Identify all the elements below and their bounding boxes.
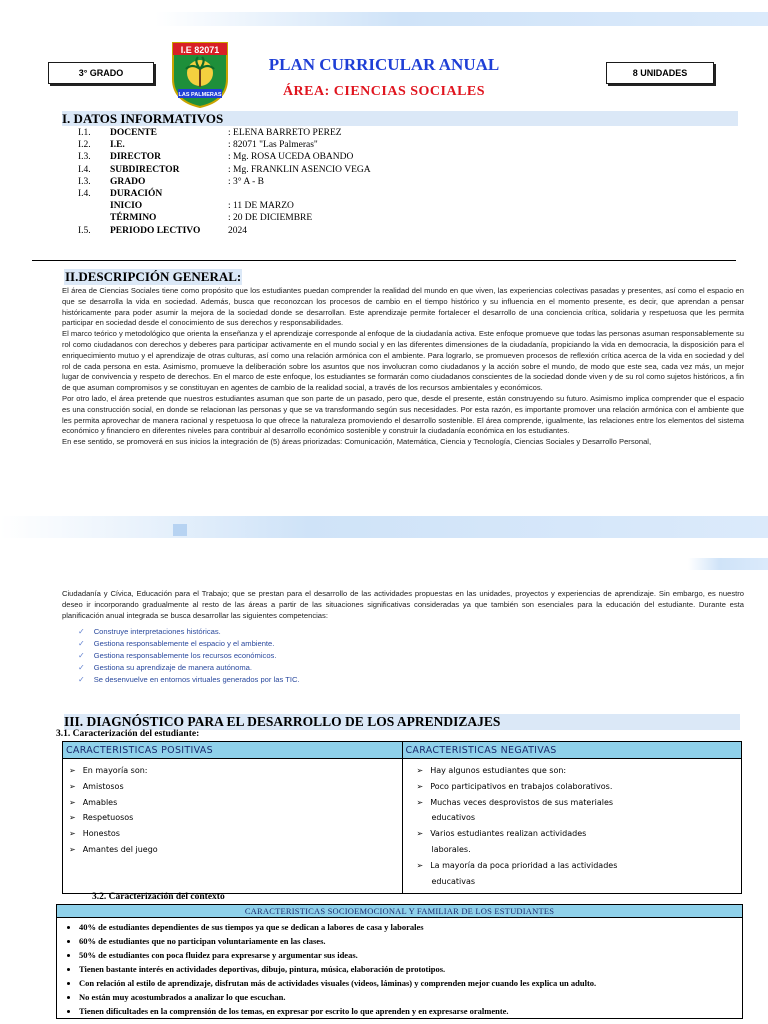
info-value: : ELENA BARRETO PEREZ [228, 128, 342, 138]
logo-top-text: I.E 82071 [180, 45, 220, 55]
contexto-cell [57, 918, 743, 1019]
info-row [78, 151, 353, 163]
subsection-contexto: 3.2. Caracterización del contexto [92, 892, 225, 902]
info-value: : 11 DE MARZO [228, 201, 294, 212]
info-label: I.E. [110, 140, 125, 151]
list-item: ➢ Amantes del juego [69, 842, 396, 858]
list-item: • Con relación al estilo de aprendizaje, disfrutan más de actividades visuales (videos, láminas) y comprenden mejor cuando les explica un adulto. [79, 976, 738, 990]
list-item: ➢ Amables [69, 795, 396, 811]
info-number: I.5. [78, 225, 91, 236]
list-item: • 50% de estudiantes con poca fluidez para expresarse y argumentar sus ideas. [79, 948, 738, 962]
competencia-item: ✓ Se desenvuelve en entornos virtuales generados por las TIC. [78, 674, 300, 686]
contexto-header: CARACTERISTICAS SOCIOEMOCIONAL Y FAMILIAR DE LOS ESTUDIANTES [57, 905, 743, 918]
info-row [78, 139, 318, 151]
info-value: : Mg. ROSA UCEDA OBANDO [228, 152, 354, 163]
negativas-cell [402, 759, 742, 894]
info-number: I.2. [78, 140, 91, 151]
info-label: INICIO [110, 201, 143, 212]
info-row [78, 176, 264, 188]
list-item: ➢ Amistosos [69, 779, 396, 795]
competencias-list [78, 626, 300, 686]
logo-bottom-text: LAS PALMERAS [178, 92, 222, 98]
competencia-item: ✓ Gestiona responsablemente los recursos económicos. [78, 650, 300, 662]
competencia-item: ✓ Gestiona su aprendizaje de manera autónoma. [78, 662, 300, 674]
col-positivas: CARACTERISTICAS POSITIVAS [63, 742, 403, 759]
section-heading-datos: I. DATOS INFORMATIVOS [62, 111, 738, 126]
competencia-item: ✓ Gestiona responsablemente el espacio y el ambiente. [78, 638, 300, 650]
page-break-marker [173, 524, 187, 536]
info-label: PERIODO LECTIVO [110, 225, 201, 236]
continuation-text: Ciudadanía y Cívica, Educación para el Trabajo; que se prestan para el desarrollo de las actividades propuestas en las unidades, proyectos y experiencias de aprendizaje. Sin embargo, es nuestro deseo ir incorporando gradualmente al resto de las áreas a partir de las situaciones significativas consideradas ya que también son esenciales para la educación del estudiante. Durante esta planificación anual integrada se busca desarrollar las siguientes competencias: [62, 589, 744, 620]
info-value: : 20 DE DICIEMBRE [228, 213, 313, 224]
area-subtitle: ÁREA: CIENCIAS SOCIALES [282, 84, 486, 99]
info-label: TÉRMINO [110, 213, 157, 224]
decorative-band [0, 516, 768, 538]
list-item: ➢ En mayoría son: [69, 763, 396, 779]
list-item: ➢ Varios estudiantes realizan actividades [417, 826, 736, 842]
info-label: DOCENTE [110, 128, 157, 138]
list-item: • No están muy acostumbrados a analizar lo que escuchan. [79, 990, 738, 1004]
units-box: 8 UNIDADES [606, 62, 714, 84]
decorative-band [688, 558, 768, 570]
caracteristicas-table [62, 741, 742, 894]
info-label: DIRECTOR [110, 152, 162, 163]
info-number: I.4. [78, 189, 91, 199]
info-row [78, 200, 294, 212]
list-item: ➢ La mayoría da poca prioridad a las actividades [417, 858, 736, 874]
list-item: • Tienen dificultades en la comprensión de los temas, en expresar por escrito lo que aprenden y en expresarse oralmente. [79, 1004, 738, 1018]
info-row [78, 188, 228, 200]
info-label: GRADO [110, 176, 146, 187]
list-item: • 40% de estudiantes dependientes de sus tiempos ya que se dedican a labores de casa y laborales [79, 920, 738, 934]
list-item: ➢ Muchas veces desprovistos de sus materiales [417, 795, 736, 811]
list-item: educativos [431, 813, 476, 823]
info-row [78, 225, 247, 237]
info-number: I.3. [78, 176, 91, 187]
decorative-band [155, 12, 768, 26]
info-number: I.3. [78, 152, 91, 163]
section-heading-diagnostico: III. DIAGNÓSTICO PARA EL DESARROLLO DE LOS APRENDIZAJES [64, 714, 740, 730]
section-divider [32, 260, 736, 261]
info-value: : 82071 "Las Palmeras" [228, 140, 318, 151]
list-item: ➢ Hay algunos estudiantes que son: [417, 763, 736, 779]
list-item: educativas [431, 876, 476, 886]
page-title: PLAN CURRICULAR ANUAL [268, 55, 500, 74]
paragraph: En ese sentido, se promoverá en sus inicios la integración de (5) áreas priorizadas: Comunicación, Matemática, Ciencia y Tecnología, Ciencias Sociales y Desarrollo Personal, [62, 437, 652, 447]
info-label: SUBDIRECTOR [110, 164, 180, 175]
descripcion-text [62, 286, 744, 448]
info-number: I.4. [78, 164, 91, 175]
list-item: laborales. [431, 844, 471, 854]
info-label: DURACIÓN [110, 189, 163, 199]
info-row [78, 212, 312, 224]
paragraph: El marco teórico y metodológico que orienta la enseñanza y el aprendizaje corresponde al enfoque de la ciudadanía activa. Este enfoque promueve que todas las personas asuman responsablemente su rol como ciudadanos con derechos y deberes para participar activamente en el mundo social y en las diferentes dimensiones de la ciudadanía, propiciando la vida en democracia, la disposición para el enriquecimiento mutuo y el aprendizaje de otras culturas, así como una relación armónica con el ambiente. Para lograrlo, se promueven procesos de reflexión crítica acerca de la vida en sociedad y del rol de cada persona en esta. Asimismo, promueve la deliberación sobre los asuntos que nos involucran como ciudadanos y la acción sobre el mundo, de modo que este sea, cada vez más, un mejor lugar de convivencia y respeto de derechos. En el marco de este enfoque, los estudiantes se formarán como ciudadanos conscientes de la sociedad donde viven y de su rol como sujetos históricos, a fin de que asuman compromisos y se constituyan en agentes de cambio de la realidad social, a través de los recursos ambientales y económicos. [62, 329, 744, 393]
contexto-table [56, 904, 743, 1019]
grade-box: 3° GRADO [48, 62, 154, 84]
info-value: : Mg. FRANKLIN ASENCIO VEGA [228, 164, 371, 175]
list-item: ➢ Respetuosos [69, 810, 396, 826]
info-value: : 3° A - B [228, 176, 265, 187]
info-row [78, 127, 342, 139]
info-number: I.1. [78, 128, 91, 138]
positivas-cell [63, 759, 403, 894]
list-item: ➢ Poco participativos en trabajos colaborativos. [417, 779, 736, 795]
paragraph: Por otro lado, el área pretende que nuestros estudiantes asuman que son parte de un pasado, pero que, desde el presente, están construyendo su futuro. Asimismo implica comprender que el espacio es una construcción social, en donde se relacionan las personas y que se va transformando según sus necesidades. Por esta razón, es importante promover una relación armónica con el ambiente que les permita aprovechar de manera racional y respetuosa lo que ofrece la naturaleza promoviendo el desarrollo sostenible. El área comprende, igualmente, las relaciones entre los elementos del sistema económico y financiero en diferentes niveles para contribuir al desarrollo económico sostenible y construir la ciudadanía económica en los estudiantes. [62, 393, 744, 436]
info-value: 2024 [228, 225, 247, 236]
col-negativas: CARACTERISTICAS NEGATIVAS [402, 742, 742, 759]
section-heading-descripcion: II.DESCRIPCIÓN GENERAL: [65, 269, 242, 284]
list-item: • 60% de estudiantes que no participan voluntariamente en las clases. [79, 934, 738, 948]
subsection-estudiante: 3.1. Caracterización del estudiante: [56, 729, 200, 739]
paragraph: El área de Ciencias Sociales tiene como propósito que los estudiantes puedan comprender la realidad del mundo en que viven, las experiencias colectivas pasadas y presentes, así como el espacio en que se desarrolla la vida en sociedad. Además, busca que reconozcan los procesos de cambio en el tiempo histórico y su influencia en el momento presente, es decir, que aprendan a pensar históricamente para poder asumir la mejora de la sociedad donde se desarrollan. Este aprendizaje permite fortalecer el desarrollo de una conciencia crítica, solidaria y respetuosa que les permita participar en sociedad desde el conocimiento de sus derechos y responsabilidades. [62, 286, 744, 328]
competencia-item: ✓ Construye interpretaciones históricas. [78, 626, 300, 638]
info-row [78, 164, 371, 176]
list-item: • Tienen bastante interés en actividades deportivas, dibujo, pintura, música, elaboración de prototipos. [79, 962, 738, 976]
list-item: ➢ Honestos [69, 826, 396, 842]
